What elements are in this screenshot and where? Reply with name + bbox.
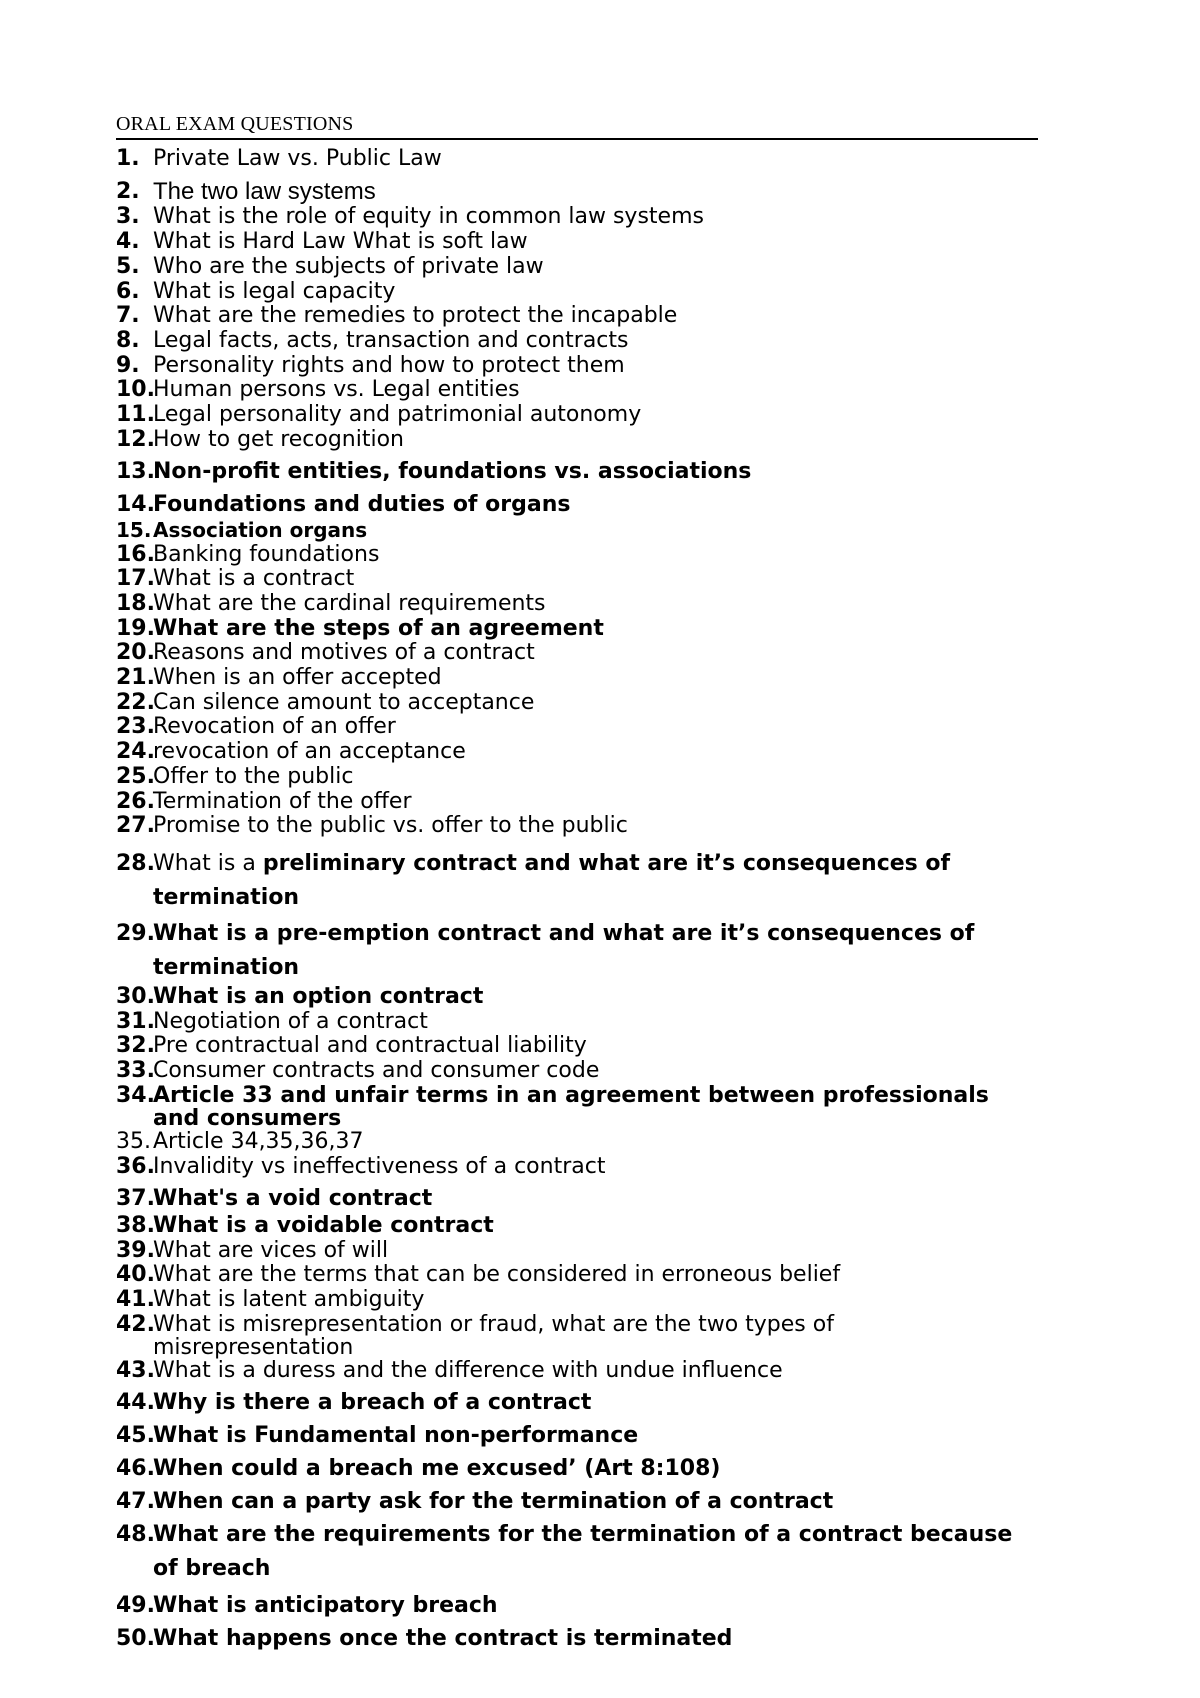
list-item: [116, 1288, 1036, 1313]
item-text: Human persons vs. Legal entities: [153, 377, 520, 403]
item-number: 37.: [116, 1186, 155, 1212]
item-number: 29.: [116, 920, 155, 946]
list-item: [116, 641, 1036, 666]
item-number: 14.: [116, 492, 155, 518]
item-text: Revocation of an offer: [153, 714, 396, 740]
item-text: What are the cardinal requirements: [153, 590, 546, 616]
list-item: [116, 1034, 1036, 1059]
list-item: [116, 428, 1036, 453]
list-item: [116, 1239, 1036, 1264]
item-number: 38.: [116, 1212, 155, 1238]
list-item: [116, 205, 1036, 230]
list-item: [116, 715, 1036, 740]
list-item: [116, 1130, 1036, 1155]
list-item: [116, 1263, 1036, 1288]
item-text: Foundations and duties of organs: [153, 492, 571, 518]
item-number: 23.: [116, 714, 155, 740]
item-number: 28.: [116, 850, 155, 876]
list-item: [116, 1359, 1036, 1384]
list-item: [116, 617, 1036, 642]
item-text: What is Hard Law What is soft law: [153, 229, 528, 255]
item-number: 8.: [116, 327, 140, 353]
item-text: What is a contract: [153, 566, 355, 592]
item-text: Legal personality and patrimonial autonomy: [153, 402, 642, 428]
item-text: What is a pre-emption contract and what are it’s consequences of termination: [153, 920, 975, 980]
item-number: 44.: [116, 1390, 155, 1416]
list-item: [116, 543, 1036, 568]
item-number: 27.: [116, 813, 155, 839]
list-item: [116, 592, 1036, 617]
item-text: What are the steps of an agreement: [153, 615, 604, 641]
item-number: 13.: [116, 459, 155, 485]
title-underline: [116, 138, 1038, 140]
list-item: [116, 147, 1036, 172]
item-number: 6.: [116, 278, 140, 304]
item-number: 19.: [116, 615, 155, 641]
item-text: Why is there a breach of a contract: [153, 1390, 592, 1416]
list-item: [116, 765, 1036, 790]
item-text: What is Fundamental non-performance: [153, 1423, 639, 1449]
list-item: [116, 1059, 1036, 1084]
item-number: 18.: [116, 590, 155, 616]
item-number: 34.: [116, 1082, 155, 1108]
list-item: [116, 460, 1036, 485]
document-title: ORAL EXAM QUESTIONS: [116, 113, 354, 135]
item-text: What is an option contract: [153, 983, 484, 1009]
item-number: 46.: [116, 1455, 155, 1481]
item-number: 45.: [116, 1423, 155, 1449]
item-number: 5.: [116, 253, 140, 279]
list-item: [116, 1010, 1036, 1035]
list-item: [116, 691, 1036, 716]
item-number: 11.: [116, 402, 155, 428]
list-item: [116, 1214, 1036, 1239]
item-text: Termination of the offer: [153, 788, 412, 814]
list-item: [116, 847, 1036, 915]
item-number: 2.: [116, 178, 140, 204]
list-item: [116, 666, 1036, 691]
item-text: Banking foundations: [153, 541, 380, 567]
item-number: 4.: [116, 229, 140, 255]
item-number: 22.: [116, 689, 155, 715]
item-number: 9.: [116, 352, 140, 378]
item-text: Private Law vs. Public Law: [153, 146, 442, 171]
list-item: [116, 1084, 1036, 1130]
item-text: Personality rights and how to protect them: [153, 352, 625, 378]
list-item: [116, 790, 1036, 815]
item-text: What is the role of equity in common law systems: [153, 204, 704, 230]
item-number: 25.: [116, 763, 155, 789]
item-text: When could a breach me excused’ (Art 8:108): [153, 1455, 721, 1481]
list-item: [116, 177, 1036, 206]
item-text: What are the requirements for the termination of a contract because of breach: [153, 1522, 1013, 1582]
item-number: 39.: [116, 1237, 155, 1263]
list-item: [116, 403, 1036, 428]
item-text: Pre contractual and contractual liability: [153, 1033, 587, 1059]
item-number: 41.: [116, 1287, 155, 1313]
item-number: 40.: [116, 1262, 155, 1288]
item-text: How to get recognition: [153, 426, 405, 452]
list-item: [116, 493, 1036, 518]
list-item: [116, 280, 1036, 305]
item-text: Consumer contracts and consumer code: [153, 1058, 600, 1084]
item-number: 15.: [116, 517, 152, 542]
item-number: 12.: [116, 426, 155, 452]
item-number: 42.: [116, 1311, 155, 1337]
item-text: When can a party ask for the termination of a contract: [153, 1488, 834, 1514]
list-item: [116, 985, 1036, 1010]
item-number: 35.: [116, 1128, 151, 1154]
item-number: 10.: [116, 377, 155, 403]
list-item: [116, 1518, 1036, 1586]
item-number: 7.: [116, 303, 140, 329]
item-number: 21.: [116, 665, 155, 691]
list-item: [116, 304, 1036, 329]
item-text: What is anticipatory breach: [153, 1593, 498, 1619]
list-item: [116, 230, 1036, 255]
item-number: 16.: [116, 541, 155, 567]
item-number: 43.: [116, 1357, 155, 1383]
item-text: What is a duress and the difference with undue influence: [153, 1357, 783, 1383]
item-text: The two law systems: [153, 177, 376, 205]
item-number: 36.: [116, 1153, 155, 1179]
item-text: Can silence amount to acceptance: [153, 689, 535, 715]
item-text: What is a voidable contract: [153, 1212, 494, 1238]
item-number: 31.: [116, 1008, 155, 1034]
item-text: Promise to the public vs. offer to the public: [153, 813, 628, 839]
list-item: [116, 255, 1036, 280]
list-item: [116, 518, 1036, 543]
list-item: [116, 1424, 1036, 1449]
list-item: [116, 1187, 1036, 1212]
item-text: What's a void contract: [153, 1186, 433, 1212]
item-number: 33.: [116, 1058, 155, 1084]
item-number: 26.: [116, 788, 155, 814]
item-number: 47.: [116, 1488, 155, 1514]
list-item: [116, 1627, 1036, 1652]
list-item: [116, 1313, 1036, 1359]
item-text: When is an offer accepted: [153, 665, 442, 691]
item-text: Invalidity vs ineffectiveness of a contract: [153, 1153, 606, 1179]
item-text: Article 33 and unfair terms in an agreement between professionals and consumers: [153, 1082, 989, 1131]
list-item: [116, 378, 1036, 403]
list-item: [116, 1457, 1036, 1482]
item-text: What are the remedies to protect the incapable: [153, 303, 678, 329]
item-text: What are the terms that can be considered in erroneous belief: [153, 1262, 841, 1288]
item-text: Article 34,35,36,37: [153, 1128, 364, 1154]
list-item: [116, 814, 1036, 839]
item-number: 49.: [116, 1593, 155, 1619]
item-number: 20.: [116, 640, 155, 666]
list-item: [116, 740, 1036, 765]
item-text: Who are the subjects of private law: [153, 253, 544, 279]
item-number: 30.: [116, 983, 155, 1009]
item-number: 32.: [116, 1033, 155, 1059]
item-text: What are vices of will: [153, 1237, 389, 1263]
list-item: [116, 917, 1036, 985]
item-number: 24.: [116, 739, 155, 765]
item-text: revocation of an acceptance: [153, 739, 466, 765]
list-item: [116, 354, 1036, 379]
item-text: What is latent ambiguity: [153, 1287, 425, 1313]
list-item: [116, 1155, 1036, 1180]
item-number: 17.: [116, 566, 155, 592]
item-text-plain: What is a: [153, 850, 263, 876]
item-text: Reasons and motives of a contract: [153, 640, 535, 666]
item-text: Negotiation of a contract: [153, 1008, 428, 1034]
list-item: [116, 567, 1036, 592]
list-item: [116, 329, 1036, 354]
list-item: [116, 1391, 1036, 1416]
item-number: 48.: [116, 1522, 155, 1548]
list-item: [116, 1594, 1036, 1619]
list-item: [116, 1490, 1036, 1515]
item-text: Legal facts, acts, transaction and contracts: [153, 327, 629, 353]
item-text: Non-profit entities, foundations vs. associations: [153, 459, 752, 485]
item-text-bold: preliminary contract and what are it’s consequences of termination: [153, 850, 951, 910]
item-number: 3.: [116, 204, 140, 230]
item-text: What is misrepresentation or fraud, what are the two types of misrepresentation: [153, 1311, 834, 1360]
item-text: Offer to the public: [153, 763, 354, 789]
item-text: Association organs: [153, 517, 368, 542]
item-text: What happens once the contract is terminated: [153, 1625, 733, 1651]
item-number: 1.: [116, 146, 140, 171]
item-number: 50.: [116, 1625, 155, 1651]
questions-list: [116, 147, 1036, 1652]
item-text: What is legal capacity: [153, 278, 396, 304]
